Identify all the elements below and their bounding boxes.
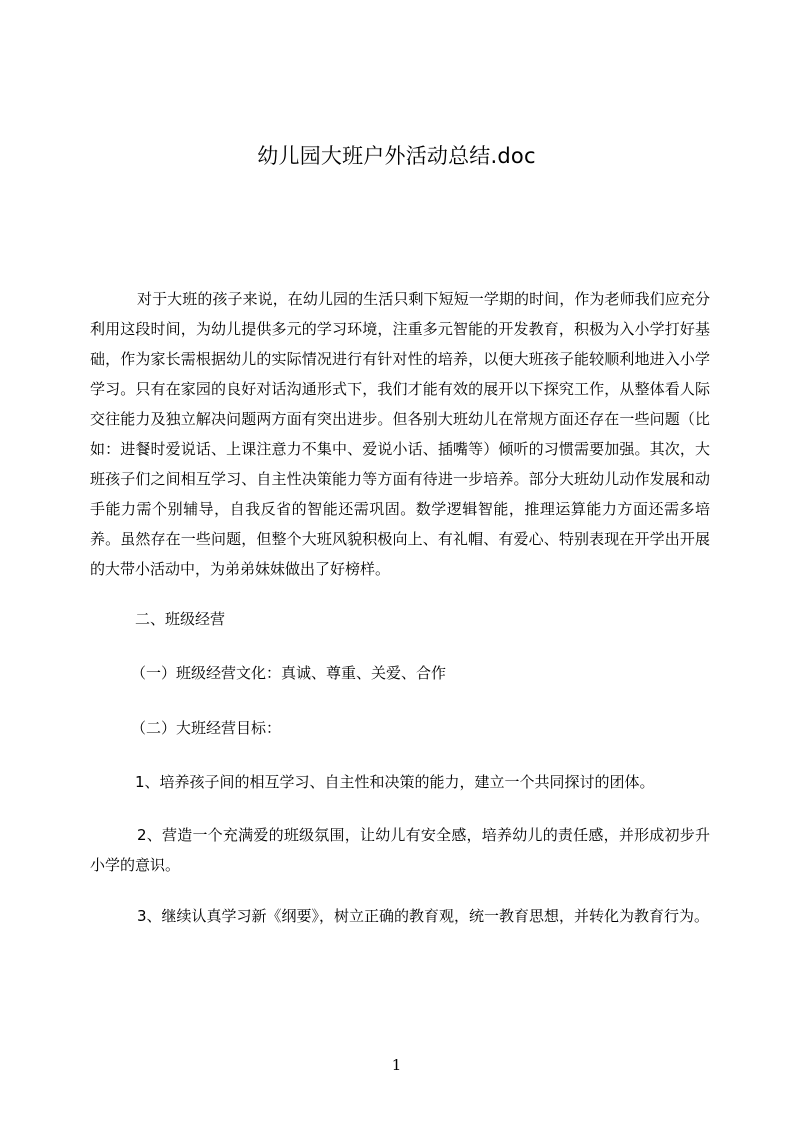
page-number: 1: [391, 1056, 402, 1074]
document-title: 幼儿园大班户外活动总结.doc: [257, 144, 536, 168]
section-heading: 二、班级经营: [135, 610, 226, 628]
sub-heading-goals: （二）大班经营目标：: [131, 719, 282, 737]
goal-item-3: 3、继续认真学习新《纲要》，树立正确的教育观，统一教育思想，并转化为教育行为。: [137, 907, 710, 925]
goal-item-1: 1、培养孩子间的相互学习、自主性和决策的能力，建立一个共同探讨的团体。: [135, 773, 655, 791]
goal-item-2: 2、营造一个充满爱的班级氛围，让幼儿有安全感，培养幼儿的责任感，并形成初步升小学的意识。: [90, 826, 710, 874]
sub-heading-culture: （一）班级经营文化：真诚、尊重、关爱、合作: [131, 664, 447, 682]
intro-paragraph: 对于大班的孩子来说，在幼儿园的生活只剩下短短一学期的时间，作为老师我们应充分利用这段时间，为幼儿提供多元的学习环境，注重多元智能的开发教育，积极为入小学打好基础，作为家长需根据幼儿的实际情况进行有针对性的培养，以便大班孩子能较顺利地进入小学学习。只有在家园的良好对话沟通形式下，我们才能有效的展开以下探究工作，从整体看人际交往能力及独立解决问题两方面有突出进步。但各别大班幼儿在常规方面还存在一些问题（比如：进餐时爱说话、上课注意力不集中、爱说小话、插嘴等）倾听的习惯需要加强。其次，大班孩子们之间相互学习、自主性决策能力等方面有待进一步培养。部分大班幼儿动作发展和动手能力需个别辅导，自我反省的智能还需巩固。数学逻辑智能，推理运算能力方面还需多培养。虽然存在一些问题，但整个大班风貌积极向上、有礼帽、有爱心、特别表现在开学出开展的大带小活动中，为弟弟妹妹做出了好榜样。: [90, 290, 710, 578]
